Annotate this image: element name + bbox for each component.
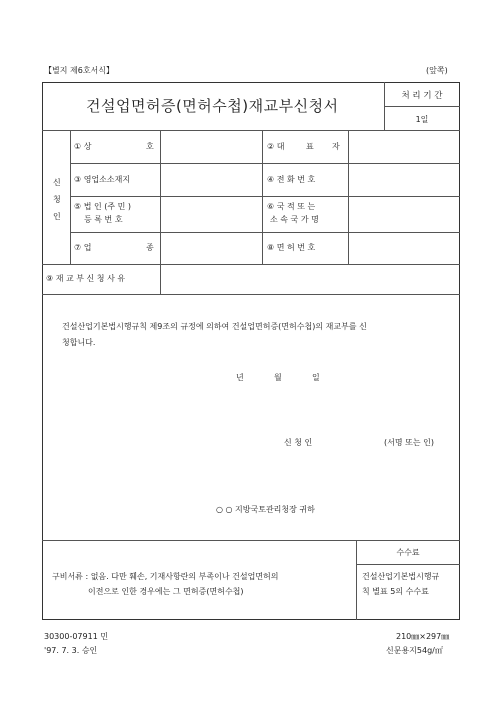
divider-row-1 <box>70 163 460 164</box>
nationality-label-line-2: 소 속 국 가 명 <box>270 215 319 224</box>
signature-hint: (서명 또는 인) <box>384 438 434 447</box>
date-year-label: 년 <box>236 373 244 382</box>
applicant-group-char-1: 신 <box>53 178 61 187</box>
date-day-label: 일 <box>312 373 320 382</box>
form-approval-number: 30300-07911 민 <box>44 632 109 641</box>
nationality-label-line-1: ⑥ 국 적 또 는 <box>267 202 316 211</box>
date-month-label: 월 <box>274 373 282 382</box>
paper-size: 210㎜×297㎜ <box>396 632 450 641</box>
form-approval-date: '97. 7. 3. 승인 <box>44 646 98 655</box>
addressee: ○ ○ 지방국토관리청장 귀하 <box>216 505 315 514</box>
divider-reason-bottom <box>42 294 460 295</box>
applicant-sign-label: 신 청 인 <box>284 438 313 447</box>
fee-detail-line-1: 건설산업기본법시행규 <box>362 572 440 581</box>
form-title: 건설업면허증(면허수첩)재교부신청서 <box>86 97 339 115</box>
paper-type: 신문용지54g/㎡ <box>386 646 443 655</box>
business-type-label: ⑦ 업 <box>74 243 92 252</box>
reissue-reason-label: ⑨ 재 교 부 신 청 사 유 <box>46 274 126 283</box>
corporate-id-label-line-2: 등 록 번 호 <box>84 215 123 224</box>
divider-applicant-bottom <box>42 264 460 265</box>
form-number: 【별지 제6호서식】 <box>44 66 115 75</box>
processing-period-value: 1일 <box>415 115 429 124</box>
business-type-label-end: 종 <box>146 243 154 252</box>
divider-col-1 <box>160 130 161 264</box>
statement-line-2: 청합니다. <box>62 338 96 347</box>
divider-statement-bottom <box>42 540 460 541</box>
representative-label-end: 자 <box>332 142 340 151</box>
fee-detail-line-2: 칙 별표 5의 수수료 <box>362 587 429 596</box>
divider-applicant-group <box>70 130 71 264</box>
divider-processing <box>384 106 460 107</box>
license-number-label: ⑧ 면 허 번 호 <box>267 243 316 252</box>
phone-number-label: ④ 전 화 번 호 <box>267 175 316 184</box>
processing-period-label: 처 리 기 간 <box>401 91 443 101</box>
statement-line-1: 건설산업기본법시행규칙 제9조의 규정에 의하여 건설업면허증(면허수첩)의 재교부를 신 <box>62 322 367 331</box>
corporate-id-label-line-1: ⑤ 법 인 (주 민 ) <box>74 202 132 211</box>
divider-fee-label <box>356 564 460 565</box>
divider-row-3 <box>70 232 460 233</box>
divider-col-2 <box>262 130 263 264</box>
trade-name-label: ① 상 <box>74 142 92 151</box>
divider-title-bottom <box>42 130 460 131</box>
trade-name-label-end: 호 <box>146 142 154 151</box>
representative-label-mid: 표 <box>306 142 314 151</box>
divider-row-2 <box>70 196 460 197</box>
applicant-group-char-3: 인 <box>53 212 61 221</box>
fee-label: 수수료 <box>396 548 420 557</box>
required-documents-line-2: 이전으로 인한 경우에는 그 면허증(면허수첩) <box>88 587 244 596</box>
divider-col-3 <box>348 130 349 264</box>
required-documents-line-1: 구비서류 : 없음. 다만 훼손, 기재사항란의 부족이나 건설업면허의 <box>52 572 279 581</box>
business-address-label: ③ 영업소소재지 <box>74 175 131 184</box>
applicant-group-char-2: 청 <box>53 195 61 204</box>
page-side-label: (앞쪽) <box>426 66 448 75</box>
representative-label: ② 대 <box>267 142 285 151</box>
divider-reason <box>160 264 161 294</box>
